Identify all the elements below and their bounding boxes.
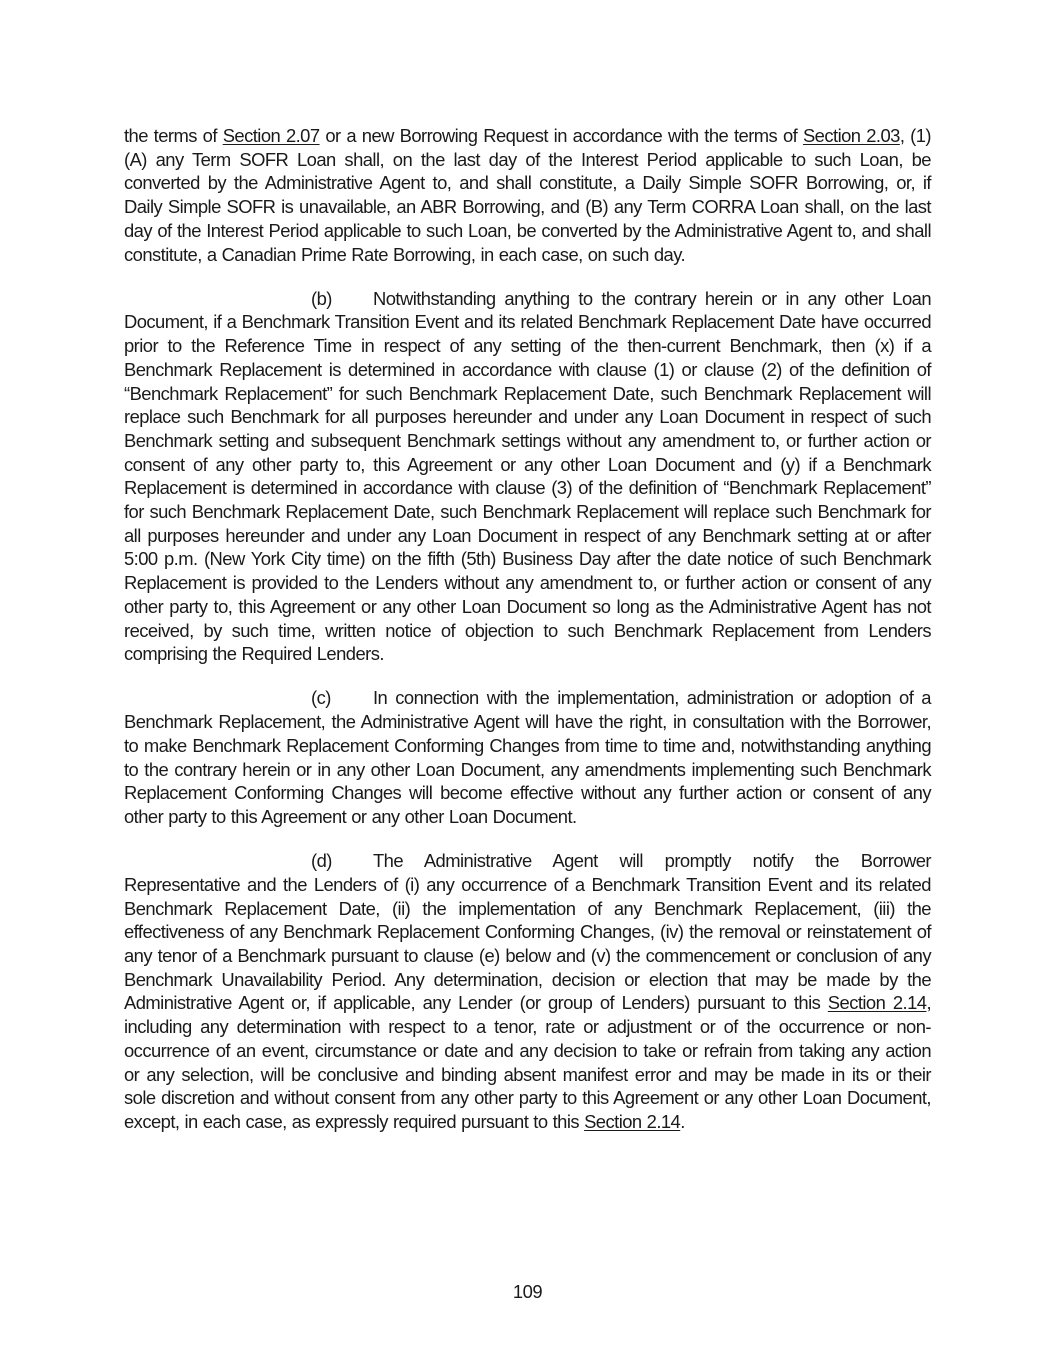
text: , (1)(A) any Term SOFR Loan shall, on the last day of the Interest Period applicable to such Loan, be converted by the Administrative Agent to, and shall constitute, a Daily Simple SOFR Borrowing, or, if Daily Simple SOFR is unavailable, an ABR Borrowing, and (B) any Term CORRA Loan shall, on the last day of the Interest Period applicable to such Loan, be converted by the Administrative Agent to, and shall constitute, a Canadian Prime Rate Borrowing, in each case, on such day. (124, 125, 931, 265)
paragraph-continuation (124, 124, 931, 266)
text: , including any determination with respect to a tenor, rate or adjustment or of the occurrence or non-occurrence of an event, circumstance or date and any decision to take or refrain from taking any action or any selection, will be conclusive and binding absent manifest error and may be made in its or their sole discretion and without consent from any other party to this Agreement or any other Loan Document, except, in each case, as expressly required pursuant to this (124, 992, 931, 1132)
clause-label: (d) (311, 850, 332, 872)
section-2-14-link[interactable]: Section 2.14 (827, 992, 927, 1014)
section-2-07-link[interactable]: Section 2.07 (222, 125, 320, 146)
text: In connection with the implementation, administration or adoption of a Benchmark Replacement, the Administrative Agent will have the right, in consultation with the Borrower, to make Benchmark Replacement Conforming Changes from time to time and, notwithstanding anything to the contrary herein or in any other Loan Document, any amendments implementing such Benchmark Replacement Conforming Changes will become effective without any further action or consent of any other party to this Agreement or any other Loan Document. (124, 687, 931, 827)
text: The Administrative Agent will promptly notify the Borrower Representative and the Lenders of (i) any occurrence of a Benchmark Transition Event and its related Benchmark Replacement Date, (ii) the implementation of any Benchmark Replacement, (iii) the effectiveness of any Benchmark Replacement Conforming Changes, (iv) the removal or reinstatement of any tenor of a Benchmark pursuant to clause (e) below and (v) the commencement or conclusion of any Benchmark Unavailability Period. Any determination, decision or election that may be made by the Administrative Agent or, if applicable, any Lender (or group of Lenders) pursuant to this (124, 850, 931, 1014)
clause-label: (c) (311, 687, 331, 709)
text: the terms of (124, 125, 223, 146)
section-2-14-link[interactable]: Section 2.14 (584, 1110, 681, 1132)
clause-label: (b) (311, 287, 332, 309)
paragraph-d (124, 849, 931, 1133)
text: . (680, 1110, 685, 1132)
text: or a new Borrowing Request in accordance with the terms of (319, 125, 803, 146)
paragraph-c (124, 686, 931, 828)
text: Notwithstanding anything to the contrary herein or in any other Loan Document, if a Benchmark Transition Event and its related Benchmark Replacement Date have occurred prior to the Reference Time in respect of any setting of the then-current Benchmark, then (x) if a Benchmark Replacement is determined in accordance with clause (1) or clause (2) of the definition of “Benchmark Replacement” for such Benchmark Replacement Date, such Benchmark Replacement will replace such Benchmark for all purposes hereunder and under any Loan Document in respect of such Benchmark setting and subsequent Benchmark settings without any amendment to, or further action or consent of any other party to, this Agreement or any other Loan Document and (y) if a Benchmark Replacement is determined in accordance with clause (3) of the definition of “Benchmark Replacement” for such Benchmark Replacement Date, such Benchmark Replacement will replace such Benchmark for all purposes hereunder and under any Loan Document in respect of any Benchmark setting at or after 5:00 p.m. (New York City time) on the fifth (5th) Business Day after the date notice of such Benchmark Replacement is provided to the Lenders without any amendment to, or further action or consent of any other party to, this Agreement or any other Loan Document so long as the Administrative Agent has not received, by such time, written notice of objection to such Benchmark Replacement from Lenders comprising the Required Lenders. (124, 287, 931, 665)
document-page (124, 124, 931, 1154)
paragraph-b (124, 287, 931, 666)
page-number: 109 (512, 1281, 543, 1302)
section-2-03-link[interactable]: Section 2.03 (802, 125, 900, 146)
